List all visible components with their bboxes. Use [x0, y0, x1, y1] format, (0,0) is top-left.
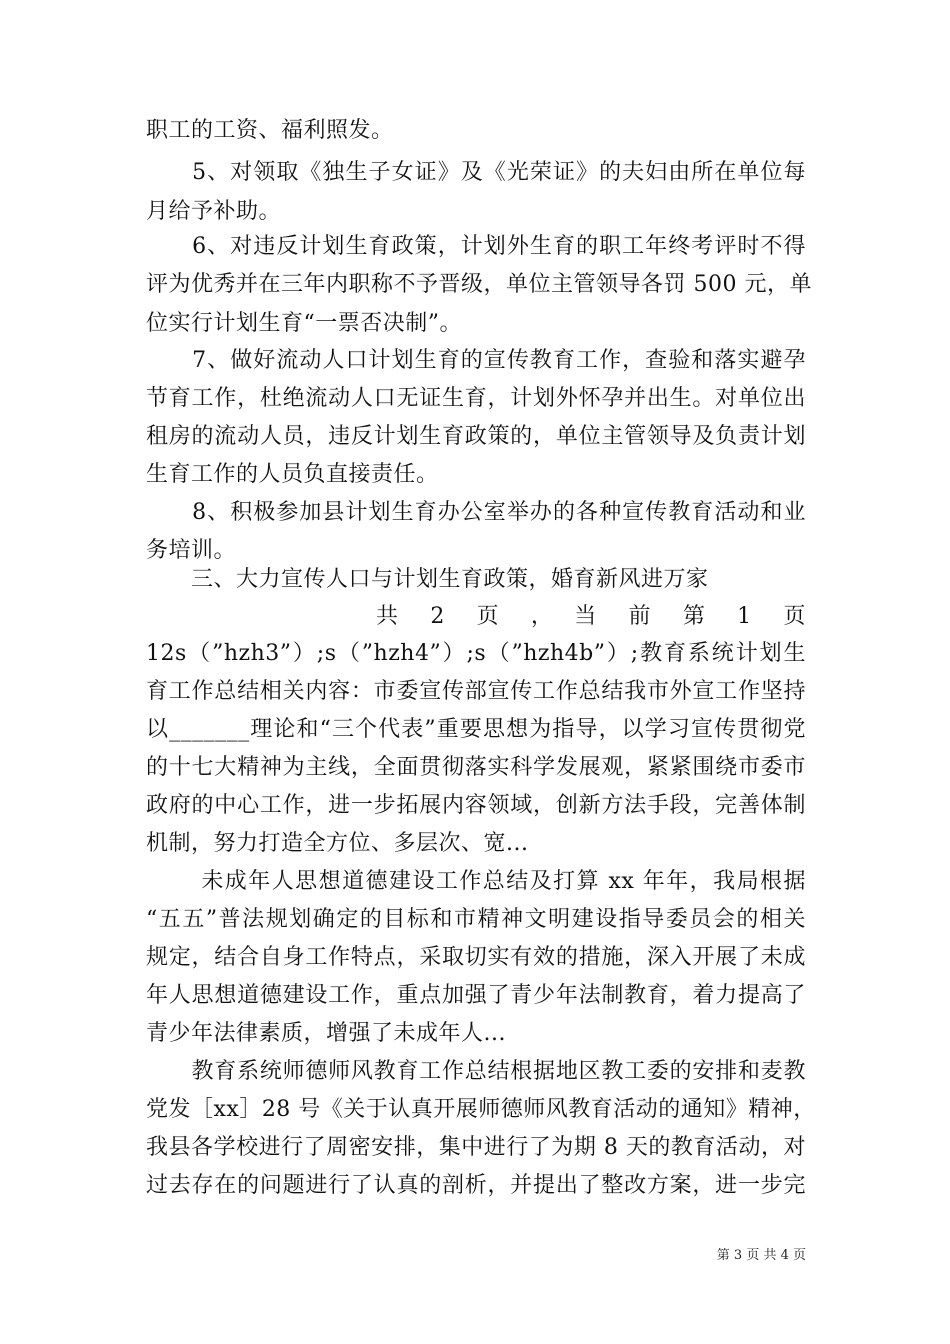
text-line: 租房的流动人员，违反计划生育政策的，单位主管领导及负责计划: [146, 424, 806, 449]
text-line: 育工作总结相关内容：市委宣传部宣传工作总结我市外宣工作坚持: [146, 679, 806, 704]
page-indicator: 共 2 页 ， 当 前 第 1 页: [376, 604, 806, 629]
text-line: 月给予补助。: [146, 199, 282, 224]
text-line: 党发［xx］28 号《关于认真开展师德师风教育活动的通知》精神，: [146, 1097, 816, 1122]
text-line: 过去存在的问题进行了认真的剖析，并提出了整改方案，进一步完: [146, 1173, 806, 1198]
text-line: 6、对违反计划生育政策，计划外生育的职工年终考评时不得: [146, 234, 806, 259]
text-line: 5、对领取《独生子女证》及《光荣证》的夫妇由所在单位每: [146, 160, 806, 185]
section-heading: 三、大力宣传人口与计划生育政策，婚育新风进万家: [146, 567, 709, 592]
text-line: 位实行计划生育“一票否决制”。: [146, 311, 462, 336]
text-line: 的十七大精神为主线，全面贯彻落实科学发展观，紧紧围绕市委市: [146, 755, 806, 780]
text-line: 12s（”hzh3”）;s（”hzh4”）;s（”hzh4b”）;教育系统计划生: [146, 641, 806, 666]
text-line: 教育系统师德师风教育工作总结根据地区教工委的安排和麦教: [146, 1059, 806, 1084]
text-line: 机制，努力打造全方位、多层次、宽...: [146, 831, 529, 856]
text-line: 生育工作的人员负直接责任。: [146, 462, 439, 487]
text-line: 评为优秀并在三年内职称不予晋级，单位主管领导各罚 500 元，单: [146, 272, 812, 297]
text-line: 职工的工资、福利照发。: [146, 118, 394, 143]
page-footer: 第 3 页 共 4 页: [716, 1248, 806, 1263]
text-line: “五五”普法规划确定的目标和市精神文明建设指导委员会的相关: [146, 907, 806, 932]
text-line: 务培训。: [146, 538, 237, 563]
text-line: 8、积极参加县计划生育办公室举办的各种宣传教育活动和业: [146, 500, 806, 525]
text-line: 以_______理论和“三个代表”重要思想为指导，以学习宣传贯彻党: [146, 717, 806, 742]
text-line: 青少年法律素质，增强了未成年人...: [146, 1021, 506, 1046]
text-line: 我县各学校进行了周密安排，集中进行了为期 8 天的教育活动，对: [146, 1135, 806, 1160]
text-line: 规定，结合自身工作特点，采取切实有效的措施，深入开展了未成: [146, 945, 806, 970]
text-line: 政府的中心工作，进一步拓展内容领域，创新方法手段，完善体制: [146, 793, 806, 818]
text-line: 节育工作，杜绝流动人口无证生育，计划外怀孕并出生。对单位出: [146, 386, 806, 411]
text-line: 7、做好流动人口计划生育的宣传教育工作，查验和落实避孕: [146, 348, 806, 373]
text-line: 年人思想道德建设工作，重点加强了青少年法制教育，着力提高了: [146, 983, 806, 1008]
text-line: 未成年人思想道德建设工作总结及打算 xx 年年，我局根据: [146, 869, 806, 894]
